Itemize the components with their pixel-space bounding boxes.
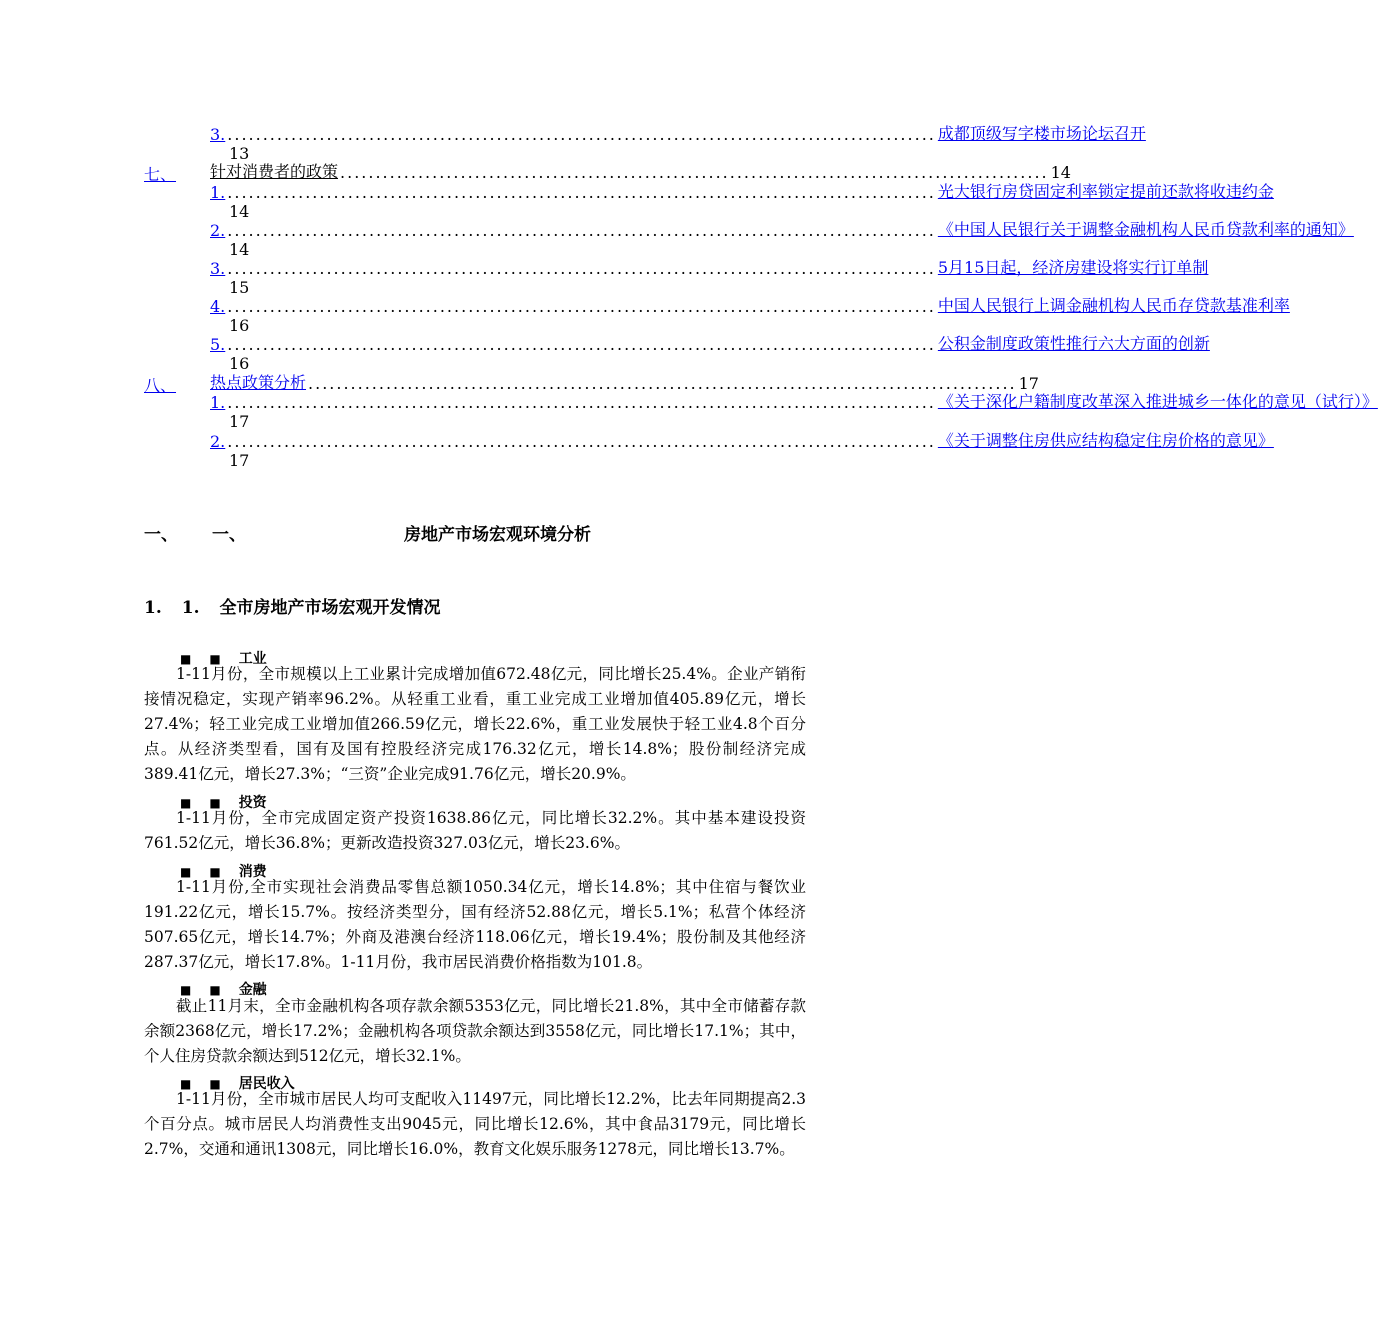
toc-page-number: 17 bbox=[229, 451, 250, 470]
toc-entry[interactable]: 3. .................................................................................................... 成都顶级写字楼市场论坛召开 bbox=[210, 124, 1146, 144]
toc-entry[interactable]: 热点政策分析 .................................................................................................... 17 bbox=[210, 373, 1039, 393]
toc-page-number: 16 bbox=[229, 354, 250, 373]
subsection-title: ■ ■ 消费 bbox=[180, 864, 267, 880]
paragraph: 1-11月份，全市完成固定资产投资1638.86亿元，同比增长32.2%。其中基本建设投资761.52亿元，增长36.8%；更新改造投资327.03亿元，增长23.6%。 bbox=[144, 809, 806, 852]
subsection-title: ■ ■ 投资 bbox=[180, 795, 267, 811]
toc-section-number[interactable]: 八、 bbox=[144, 376, 177, 395]
toc-page-number: 16 bbox=[229, 316, 250, 335]
toc-entry[interactable]: 1. .................................................................................................... 光大银行房贷固定利率锁定提前还款将收违约金 bbox=[210, 182, 1274, 202]
toc-entry[interactable]: 5. .................................................................................................... 公积金制度政策性推行六大方面的创新 bbox=[210, 334, 1210, 354]
subsection-title: ■ ■ 工业 bbox=[180, 651, 267, 667]
bullet-icon: ■ bbox=[209, 1077, 221, 1091]
toc-page-number: 15 bbox=[229, 278, 250, 297]
paragraph: 1-11月份,全市实现社会消费品零售总额1050.34亿元，增长14.8%；其中住宿与餐饮业191.22亿元，增长15.7%。按经济类型分，国有经济52.88亿元，增长5.1%；私营个体经济507.65亿元，增长14.7%；外商及港澳台经济118.06亿元，增长19.4%；股份制及其他经济287.37亿元，增长17.8%。1-11月份，我市居民消费价格指数为101.8。 bbox=[144, 878, 806, 971]
toc-section-number[interactable]: 七、 bbox=[144, 165, 177, 184]
bullet-icon: ■ bbox=[180, 1077, 192, 1091]
toc-page-number: 13 bbox=[229, 144, 250, 163]
toc-entry[interactable]: 3. .................................................................................................... 5月15日起，经济房建设将实行订单制 bbox=[210, 258, 1209, 278]
subsection-title: ■ ■ 居民收入 bbox=[180, 1076, 295, 1092]
section-heading: 1. 1. 全市房地产市场宏观开发情况 bbox=[144, 598, 441, 618]
toc-entry[interactable]: 4. .................................................................................................... 中国人民银行上调金融机构人民币存贷款基准利率 bbox=[210, 296, 1290, 316]
bullet-icon: ■ bbox=[209, 865, 221, 879]
toc-page-number: 14 bbox=[229, 202, 250, 221]
bullet-icon: ■ bbox=[209, 983, 221, 997]
bullet-icon: ■ bbox=[180, 983, 192, 997]
bullet-icon: ■ bbox=[180, 865, 192, 879]
paragraph: 截止11月末，全市金融机构各项存款余额5353亿元，同比增长21.8%，其中全市储蓄存款余额2368亿元，增长17.2%；金融机构各项贷款余额达到3558亿元，同比增长17.1%；其中，个人住房贷款余额达到512亿元，增长32.1%。 bbox=[144, 997, 806, 1065]
bullet-icon: ■ bbox=[180, 796, 192, 810]
paragraph: 1-11月份，全市规模以上工业累计完成增加值672.48亿元，同比增长25.4%。企业产销衔接情况稳定，实现产销率96.2%。从轻重工业看，重工业完成工业增加值405.89亿元，增长27.4%；轻工业完成工业增加值266.59亿元，增长22.6%，重工业发展快于轻工业4.8个百分点。从经济类型看，国有及国有控股经济完成176.32亿元，增长14.8%；股份制经济完成389.41亿元，增长27.3%；“三资”企业完成91.76亿元，增长20.9%。 bbox=[144, 665, 806, 783]
subsection-title: ■ ■ 金融 bbox=[180, 982, 267, 998]
bullet-icon: ■ bbox=[209, 652, 221, 666]
toc-entry[interactable]: 2. .................................................................................................... 《关于调整住房供应结构稳定住房价格的意见》 bbox=[210, 431, 1274, 451]
paragraph: 1-11月份，全市城市居民人均可支配收入11497元，同比增长12.2%，比去年同期提高2.3个百分点。城市居民人均消费性支出9045元，同比增长12.6%，其中食品3179元，同比增长2.7%，交通和通讯1308元，同比增长16.0%，教育文化娱乐服务1278元，同比增长13.7%。 bbox=[144, 1090, 806, 1158]
toc-entry[interactable]: 2. .................................................................................................... 《中国人民银行关于调整金融机构人民币贷款利率的通知》 bbox=[210, 220, 1354, 240]
bullet-icon: ■ bbox=[180, 652, 192, 666]
bullet-icon: ■ bbox=[209, 796, 221, 810]
toc-entry[interactable]: 1. .................................................................................................... 《关于深化户籍制度改革深入推进城乡一体化的意见（试行）》 bbox=[210, 392, 1378, 412]
toc-page-number: 14 bbox=[229, 240, 250, 259]
toc-page-number: 17 bbox=[229, 412, 250, 431]
toc-entry[interactable]: 针对消费者的政策 .................................................................................................... 14 bbox=[210, 162, 1071, 182]
